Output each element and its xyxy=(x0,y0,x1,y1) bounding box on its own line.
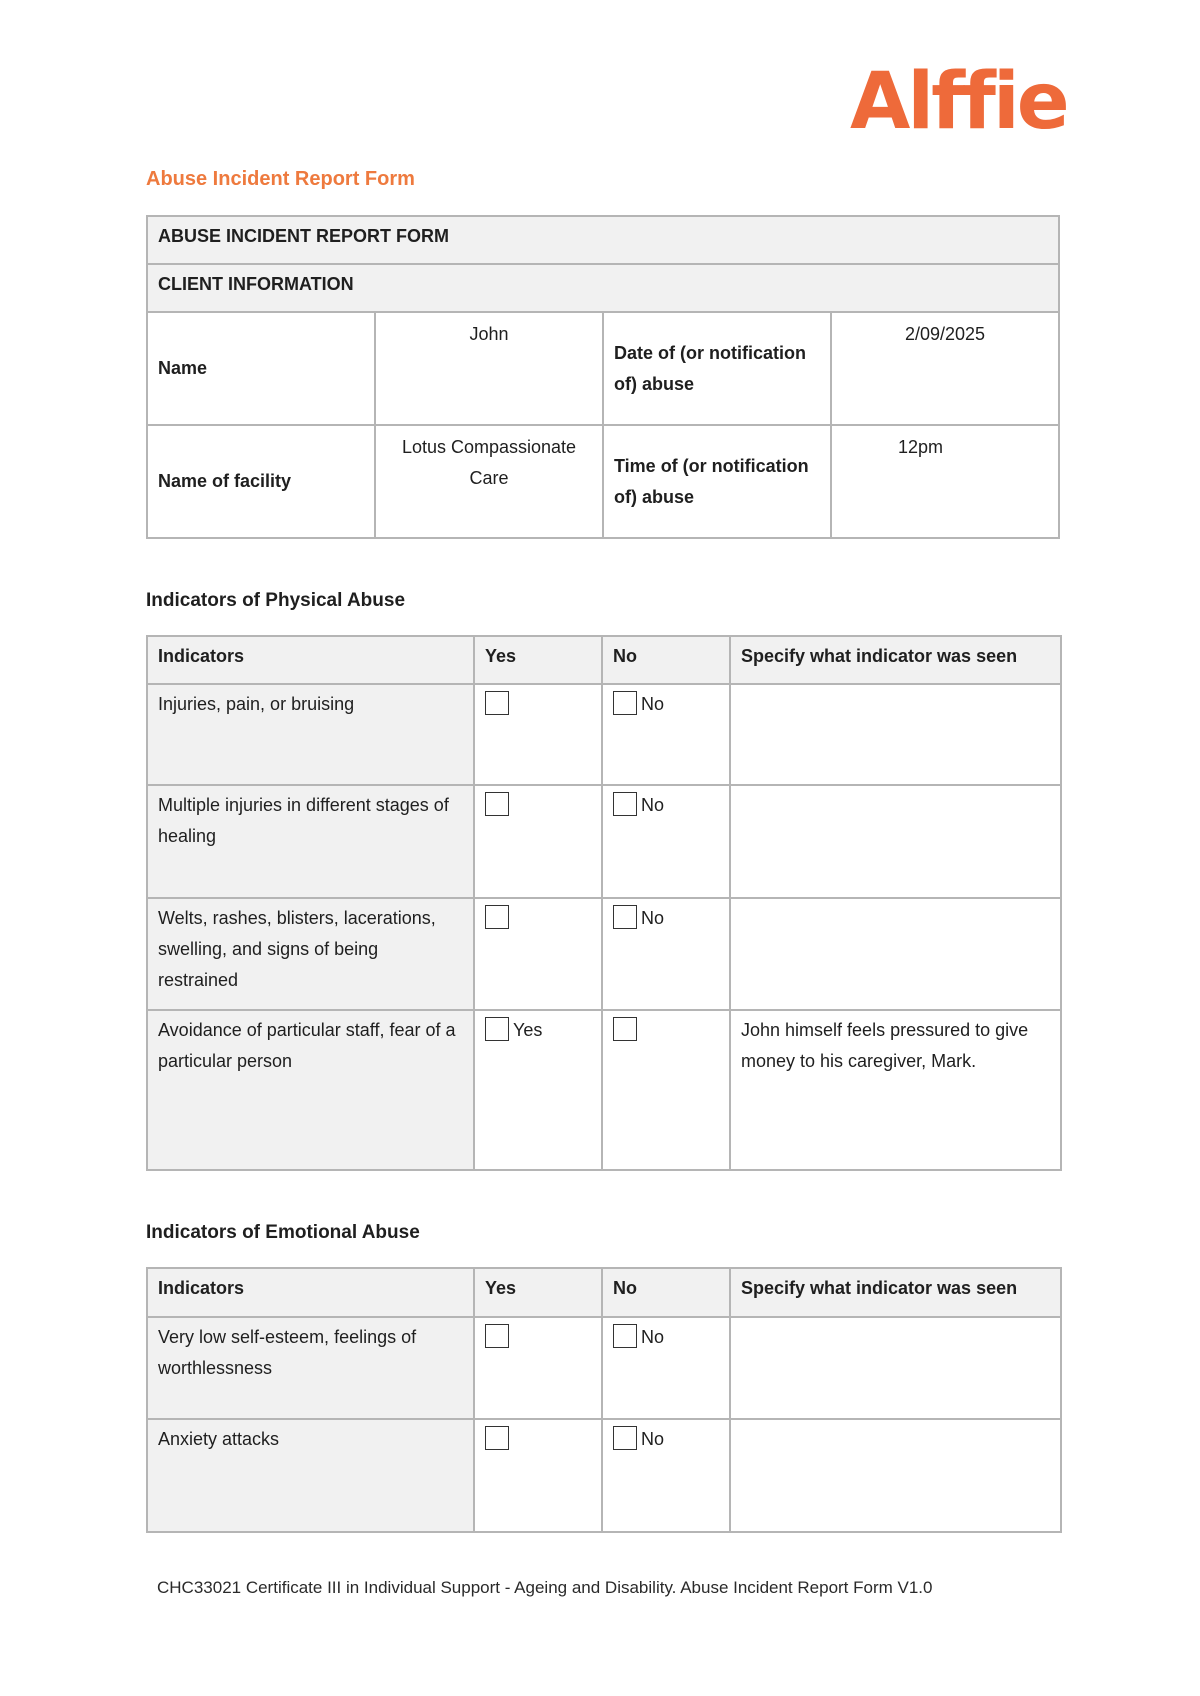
facility-name-value[interactable]: Lotus Compassionate Care xyxy=(375,425,603,538)
yes-checkbox[interactable] xyxy=(485,905,509,929)
alffie-logo: Alffie xyxy=(850,57,1067,147)
yes-header: Yes xyxy=(474,1268,602,1317)
no-checkbox[interactable] xyxy=(613,1324,637,1348)
physical-abuse-title: Indicators of Physical Abuse xyxy=(146,590,406,611)
yes-checkbox[interactable] xyxy=(485,1324,509,1348)
indicator-cell: Very low self-esteem, feelings of worthlessness xyxy=(147,1317,474,1419)
yes-checkbox[interactable] xyxy=(485,691,509,715)
indicator-cell: Welts, rashes, blisters, lacerations, swelling, and signs of being restrained xyxy=(147,898,474,1010)
page-title: Abuse Incident Report Form xyxy=(146,168,415,190)
no-checkbox[interactable] xyxy=(613,905,637,929)
emotional-abuse-title: Indicators of Emotional Abuse xyxy=(146,1222,420,1243)
indicators-header: Indicators xyxy=(147,1268,474,1317)
indicator-cell: Anxiety attacks xyxy=(147,1419,474,1532)
indicator-cell: Injuries, pain, or bruising xyxy=(147,684,474,785)
time-of-abuse-label: Time of (or notification of) abuse xyxy=(603,425,831,538)
date-of-abuse-label: Date of (or notification of) abuse xyxy=(603,312,831,425)
yes-checkbox[interactable] xyxy=(485,1426,509,1450)
specify-header: Specify what indicator was seen xyxy=(730,1268,1061,1317)
no-checkbox[interactable] xyxy=(613,1017,637,1041)
facility-name-label: Name of facility xyxy=(147,425,375,538)
no-checkbox[interactable] xyxy=(613,792,637,816)
specify-cell[interactable] xyxy=(730,1317,1061,1419)
form-header: ABUSE INCIDENT REPORT FORM xyxy=(147,216,1059,264)
name-value[interactable]: John xyxy=(375,312,603,425)
specify-cell[interactable] xyxy=(730,898,1061,1010)
no-checkbox-label: No xyxy=(641,1429,665,1449)
yes-checkbox[interactable] xyxy=(485,792,509,816)
no-checkbox-label: No xyxy=(641,795,665,815)
date-of-abuse-value[interactable]: 2/09/2025 xyxy=(831,312,1059,425)
no-header: No xyxy=(602,1268,730,1317)
specify-cell[interactable] xyxy=(730,1419,1061,1532)
physical-abuse-table xyxy=(146,635,1062,1171)
time-of-abuse-value[interactable]: 12pm xyxy=(831,425,1059,538)
specify-cell[interactable] xyxy=(730,684,1061,785)
indicators-header: Indicators xyxy=(147,636,474,684)
no-checkbox-label: No xyxy=(641,908,665,928)
yes-header: Yes xyxy=(474,636,602,684)
name-label: Name xyxy=(147,312,375,425)
no-checkbox-label: No xyxy=(641,1327,665,1347)
page-footer: CHC33021 Certificate III in Individual Support - Ageing and Disability. Abuse Incident Report Form V1.0 xyxy=(157,1578,933,1597)
yes-checkbox-label: Yes xyxy=(513,1020,543,1040)
yes-checkbox[interactable] xyxy=(485,1017,509,1041)
client-information-header: CLIENT INFORMATION xyxy=(147,264,1059,312)
specify-cell[interactable] xyxy=(730,785,1061,898)
no-checkbox[interactable] xyxy=(613,1426,637,1450)
no-checkbox-label: No xyxy=(641,694,665,714)
specify-header: Specify what indicator was seen xyxy=(730,636,1061,684)
specify-cell[interactable]: John himself feels pressured to give money to his caregiver, Mark. xyxy=(730,1010,1061,1170)
indicator-cell: Avoidance of particular staff, fear of a particular person xyxy=(147,1010,474,1170)
no-checkbox[interactable] xyxy=(613,691,637,715)
indicator-cell: Multiple injuries in different stages of healing xyxy=(147,785,474,898)
no-header: No xyxy=(602,636,730,684)
emotional-abuse-table xyxy=(146,1267,1062,1533)
client-information-table xyxy=(146,215,1060,539)
